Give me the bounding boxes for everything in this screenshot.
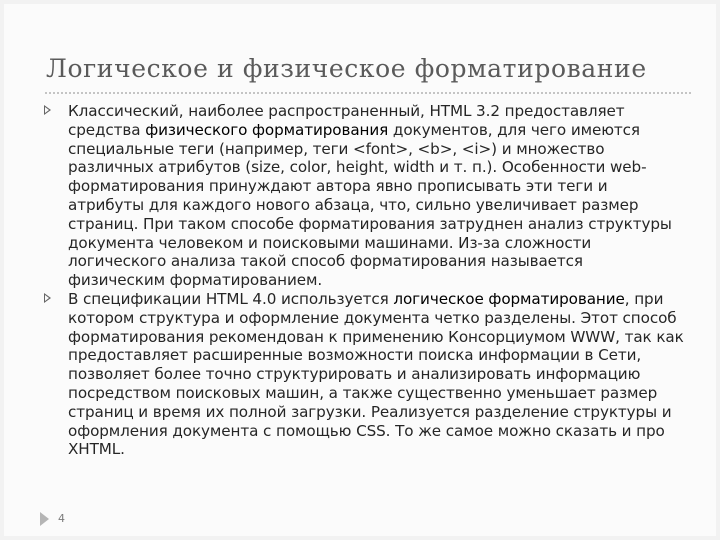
- bullet-text-before: В спецификации HTML 4.0 используется: [68, 289, 394, 308]
- slide-title: Логическое и физическое форматирование: [46, 54, 647, 83]
- bullet-physical-formatting: [44, 102, 684, 290]
- bullet-logical-formatting: [44, 290, 684, 459]
- bullet-emphasis: физического форматирования: [145, 120, 389, 139]
- slide-content: [44, 102, 684, 459]
- bullet-arrow-icon: [44, 105, 51, 115]
- bullet-text-after: , при котором структура и оформление документа четко разделены. Этот способ форматирования рекомендован к применению Консорциумом WWW, так как предоставляет расширенные возможности поиска информации в Сети, позволяет более точно структурировать и анализировать информацию посредством поисковых машин, а также существенно уменьшает размер страниц и время их полной загрузки. Реализуется разделение структуры и оформления документа с помощью CSS. То же самое можно сказать и про XHTML.: [68, 289, 684, 459]
- bullet-text-before: Классический, наиболее распространенный, HTML 3.2 предоставляет средства: [68, 102, 625, 139]
- bullet-arrow-icon: [44, 293, 51, 303]
- page-number: 4: [58, 512, 65, 525]
- title-divider: [45, 92, 691, 94]
- slide-footer: [40, 512, 100, 526]
- bullet-emphasis: логическое форматирование: [393, 289, 625, 308]
- slide-canvas: [4, 4, 716, 536]
- page-marker-icon: [40, 512, 49, 526]
- bullet-text-after: документов, для чего имеются специальные теги (например, теги <font>, <b>, <i>) и множество различных атрибутов (size, color, height, width и т. п.). Особенности web-форматирования принуждают автора явно прописывать эти теги и атрибуты для каждого нового абзаца, что, сильно увеличивает размер страниц. При таком способе форматирования затруднен анализ структуры документа человеком и поисковыми машинами. Из-за сложности логического анализа такой способ форматирования называется физическим форматированием.: [68, 120, 672, 290]
